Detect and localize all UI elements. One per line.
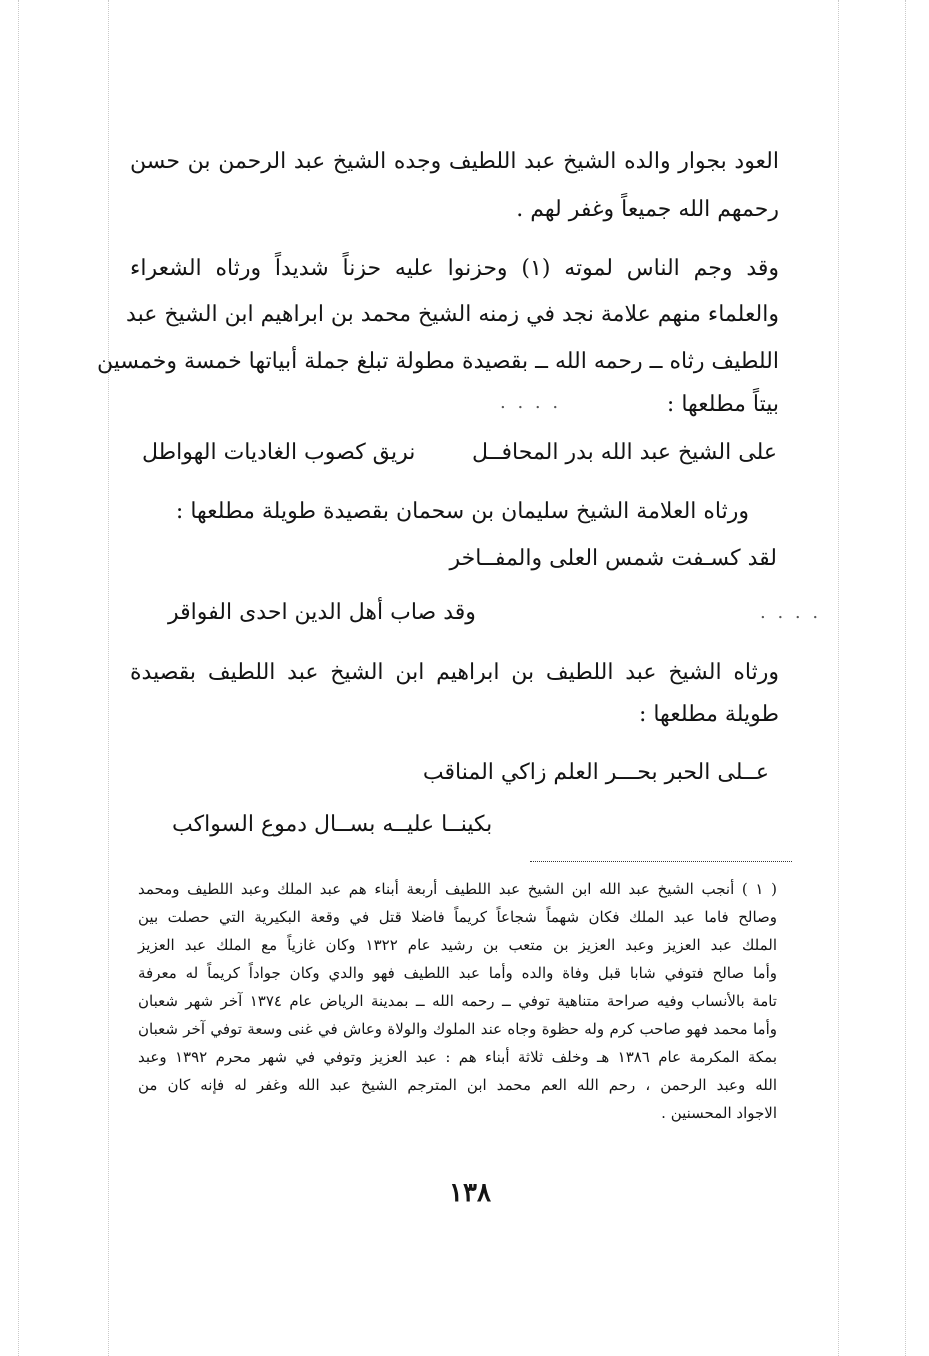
verse-3-line-1: عــلى الحبر بحـــر العلم زاكي المناقب xyxy=(422,760,769,785)
footnote-line-9: الاجواد المحسنين . xyxy=(661,1104,777,1122)
body-line-6: بيتاً مطلعها : xyxy=(666,392,779,417)
footnote-line-5: تامة بالأنساب وفيه صراحة متناهية توفي ــ رحمه الله ــ بمدينة الرياض عام ١٣٧٤ آخر شهر شعبان xyxy=(138,992,777,1010)
body-line-3: وقد وجم الناس لموته (١) وحزنوا عليه حزناً شديداً ورثاه الشعراء xyxy=(130,256,780,281)
page-number: ١٣٨ xyxy=(449,1178,491,1208)
body-line-1: العود بجوار والده الشيخ عبد اللطيف وجده الشيخ عبد الرحمن بن حسن xyxy=(130,149,779,174)
footnote-line-2: وصالح فاما عبد الملك فكان شهماً شجاعاً كريماً فاضلا قتل في وقعة البكيرية التي حصلت بين xyxy=(138,908,777,926)
scan-artifact-line xyxy=(838,0,839,1356)
footnote-line-1: ( ١ ) أنجب الشيخ عبد الله ابن الشيخ عبد اللطيف أربعة أبناء هم عبد الملك وعبد اللطيف ومحمد xyxy=(138,880,777,898)
footnote-line-8: الله وعبد الرحمن ، رحم الله العم محمد ابن المترجم الشيخ عبد الله وغفر له فإنه كان من xyxy=(138,1076,777,1094)
scan-dots: . . . . xyxy=(760,602,822,623)
scan-artifact-line xyxy=(108,0,109,1356)
verse-1-left: نريق كصوب الغاديات الهواطل xyxy=(142,440,416,465)
verse-3-line-2: بكينــا عليــه بســال دموع السواكب xyxy=(172,812,493,837)
footnote-line-6: وأما محمد فهو صاحب كرم وله حظوة وجاه عند الملوك والولاة وعاش في غنى وسعة توفي آخر شعبان xyxy=(138,1020,777,1038)
verse-2-line-1: لقد كسـفت شمس العلى والمفــاخر xyxy=(449,546,777,571)
scan-dots: . . . . xyxy=(500,392,562,413)
footnote-line-4: وأما صالح فتوفي شابا قبل وفاة والده وأما عبد اللطيف فهو والدي وكان جواداً كريماً له معرفة xyxy=(138,964,777,982)
footnote-line-3: الملك عبد العزيز وعبد العزيز بن متعب بن رشيد عام ١٣٢٢ وكان غازياً مع الملك عبد العزيز xyxy=(138,936,777,954)
scan-artifact-line xyxy=(905,0,906,1356)
scan-artifact-line xyxy=(18,0,19,1356)
footnote-separator xyxy=(530,861,792,862)
para-2-line: ورثاه العلامة الشيخ سليمان بن سحمان بقصيدة طويلة مطلعها : xyxy=(175,499,749,524)
body-line-5: اللطيف رثاه ــ رحمه الله ــ بقصيدة مطولة تبلغ جملة أبياتها خمسة وخمسين xyxy=(97,349,779,374)
verse-1-right: على الشيخ عبد الله بدر المحافــل xyxy=(471,440,777,465)
body-line-4: والعلماء منهم علامة نجد في زمنه الشيخ محمد بن ابراهيم ابن الشيخ عبد xyxy=(126,302,779,327)
para-3-line-1: ورثاه الشيخ عبد اللطيف بن ابراهيم ابن الشيخ عبد اللطيف بقصيدة xyxy=(130,660,779,685)
body-line-2: رحمهم الله جميعاً وغفر لهم . xyxy=(516,197,779,222)
verse-2-line-2: وقد صاب أهل الدين احدى الفواقر xyxy=(168,600,476,625)
para-3-line-2: طويلة مطلعها : xyxy=(638,702,779,727)
footnote-line-7: بمكة المكرمة عام ١٣٨٦ هـ وخلف ثلاثة أبناء هم : عبد العزيز وتوفي في شهر محرم ١٣٩٢ وعبد xyxy=(138,1048,777,1066)
